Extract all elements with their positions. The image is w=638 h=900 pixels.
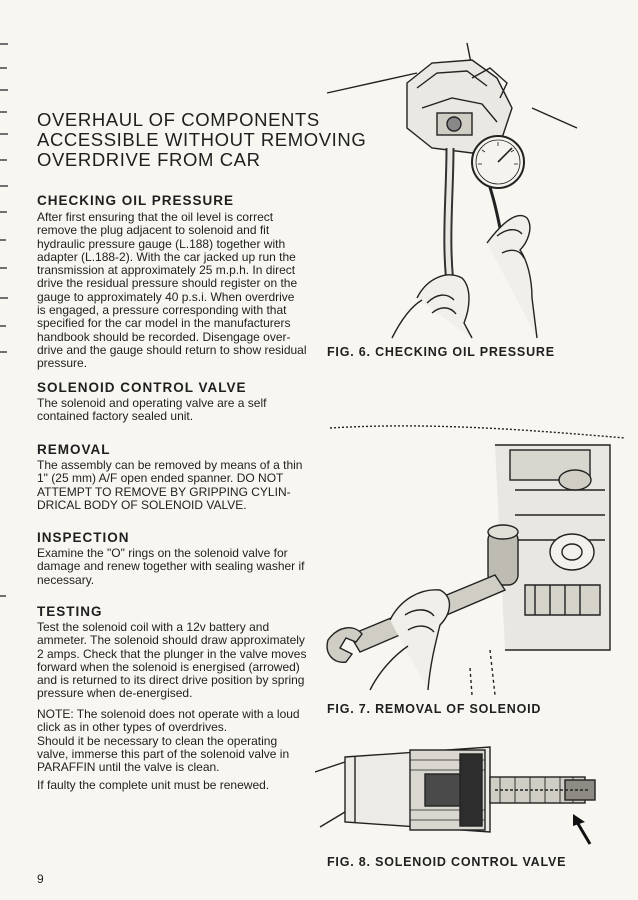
binding-marks	[0, 0, 14, 900]
body-line: pressure when de-energised.	[37, 686, 193, 701]
body-line: The solenoid and operating valve are a self	[37, 396, 267, 410]
body-line: transmission at approximately 25 m.p.h. In direct	[37, 263, 296, 278]
section-heading-inspection: INSPECTION	[37, 530, 130, 545]
section-body-removal	[37, 459, 302, 512]
page-title	[37, 109, 367, 170]
body-line: Test the solenoid coil with a 12v battery and	[37, 620, 270, 634]
body-line: and is returned to its direct drive position by spring	[37, 673, 305, 688]
pressure-gauge-illustration	[322, 38, 622, 343]
section-body-checking-oil-pressure	[37, 211, 307, 371]
body-line: handbook should be recorded. Disengage over-	[37, 329, 291, 344]
section-body-solenoid-control-valve	[37, 397, 266, 424]
body-line: gauge to approximately 40 p.s.i. When overdrive	[37, 289, 295, 304]
body-line: contained factory sealed unit.	[37, 409, 194, 424]
body-line: After first ensuring that the oil level is correct	[37, 210, 274, 224]
body-line: ammeter. The solenoid should draw approximately	[37, 633, 305, 648]
body-line: drive and the gauge should return to show residual	[37, 342, 307, 357]
body-line: remove the plug adjacent to solenoid and fit	[37, 223, 270, 238]
solenoid-valve-illustration	[315, 732, 615, 847]
body-line: Should it be necessary to clean the operating	[37, 733, 278, 748]
body-line: ATTEMPT TO REMOVE BY GRIPPING CYLIN-	[37, 484, 291, 499]
body-line: The assembly can be removed by means of a thin	[37, 458, 303, 472]
body-line: adapter (L.188-2). With the car jacked up run the	[37, 249, 296, 264]
section-heading-solenoid-control-valve: SOLENOID CONTROL VALVE	[37, 380, 247, 395]
body-line: 2 amps. Check that the plunger in the valve moves	[37, 646, 307, 661]
body-line: pressure.	[37, 356, 88, 371]
title-line: OVERDRIVE FROM CAR	[37, 149, 261, 170]
figure-caption-7: FIG. 7. REMOVAL OF SOLENOID	[327, 702, 542, 716]
body-line: hydraulic pressure gauge (L.188) together with	[37, 236, 286, 251]
note-block	[37, 708, 300, 774]
section-body-testing	[37, 621, 306, 701]
body-line: DRICAL BODY OF SOLENOID VALVE.	[37, 497, 247, 512]
body-line: If faulty the complete unit must be renewed.	[37, 778, 270, 792]
body-line: is engaged, a pressure corresponding with that	[37, 303, 287, 318]
section-heading-removal: REMOVAL	[37, 442, 111, 457]
section-heading-checking-oil-pressure: CHECKING OIL PRESSURE	[37, 193, 235, 208]
renew-note	[37, 779, 269, 792]
body-line: Examine the "O" rings on the solenoid valve for	[37, 546, 288, 560]
title-line: ACCESSIBLE WITHOUT REMOVING	[37, 129, 367, 150]
section-body-inspection	[37, 547, 305, 587]
section-heading-testing: TESTING	[37, 604, 103, 619]
body-line: specified for the car model in the manufacturers	[37, 316, 291, 331]
page-number: 9	[37, 872, 44, 886]
body-line: necessary.	[37, 572, 95, 587]
body-line: valve, immerse this part of the solenoid valve in	[37, 746, 290, 761]
body-line: drive the residual pressure should register on the	[37, 276, 298, 291]
body-line: forward when the solenoid is energised (arrowed)	[37, 659, 300, 674]
spanner-removal-illustration	[310, 420, 628, 698]
body-line: damage and renew together with sealing washer if	[37, 559, 305, 574]
body-line: PARAFFIN until the valve is clean.	[37, 760, 220, 775]
title-line: OVERHAUL OF COMPONENTS	[37, 109, 320, 130]
body-line: NOTE: The solenoid does not operate with a loud	[37, 707, 300, 721]
body-line: click as in other types of overdrives.	[37, 720, 228, 735]
arrow-icon	[573, 814, 590, 844]
figure-caption-8: FIG. 8. SOLENOID CONTROL VALVE	[327, 855, 567, 869]
body-line: 1" (25 mm) A/F open ended spanner. DO NOT	[37, 471, 284, 486]
figure-caption-6: FIG. 6. CHECKING OIL PRESSURE	[327, 345, 555, 359]
